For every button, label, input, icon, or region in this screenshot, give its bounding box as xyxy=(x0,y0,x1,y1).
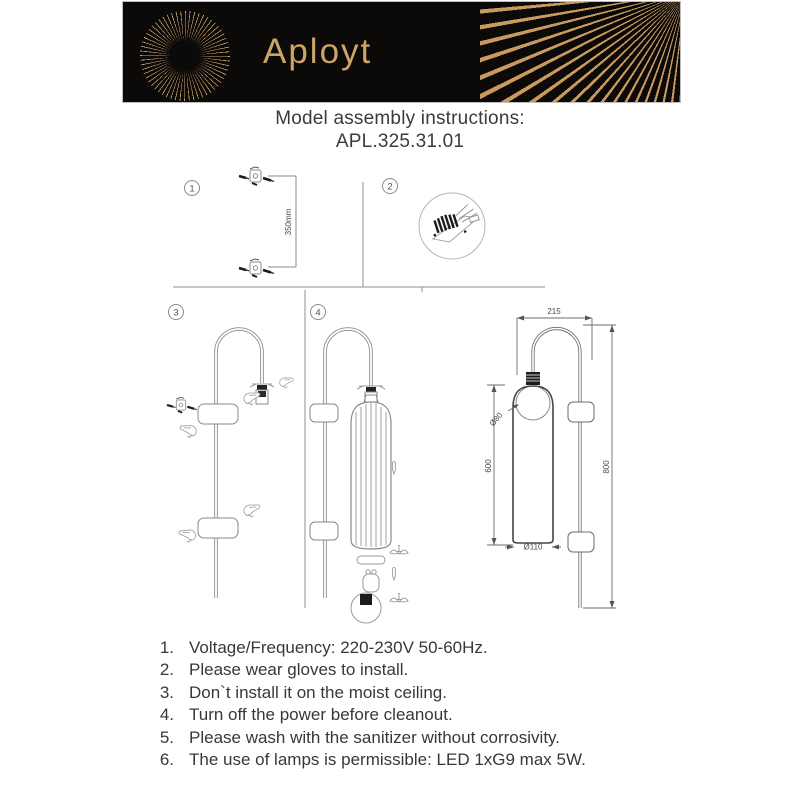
shade-ring xyxy=(357,556,385,564)
item-number: 3. xyxy=(159,682,174,702)
list-item xyxy=(150,704,690,726)
list-item xyxy=(150,659,690,681)
sunburst-logo-center xyxy=(170,41,200,71)
item-number: 2. xyxy=(159,660,174,680)
step-3-panel xyxy=(167,305,295,599)
dimension-215: 215 xyxy=(547,307,561,316)
step-2-panel xyxy=(383,179,486,260)
socket-sketch xyxy=(357,386,385,402)
brand-logo-text: Aployt xyxy=(263,32,373,71)
item-text: Please wear gloves to install. xyxy=(189,660,409,680)
ball-outline xyxy=(516,386,550,420)
item-text: Don`t install it on the moist ceiling. xyxy=(189,682,447,702)
step-3-number: 3 xyxy=(173,307,179,319)
dimension-d110: Ø110 xyxy=(523,542,543,552)
dimension-350mm: 350mm xyxy=(284,208,293,236)
item-number: 4. xyxy=(159,705,174,725)
brand-banner xyxy=(123,2,680,102)
model-number: APL.325.31.01 xyxy=(335,131,465,152)
list-item xyxy=(150,727,690,749)
item-number: 6. xyxy=(159,750,174,770)
step-4-panel xyxy=(310,305,408,624)
fluted-shade xyxy=(351,395,391,549)
dimension-d80: Ø80 xyxy=(487,410,505,429)
item-number: 1. xyxy=(159,638,174,657)
dimension-800: 800 xyxy=(602,460,611,474)
socket-hatched xyxy=(526,372,540,385)
title-block xyxy=(0,107,800,153)
item-text: Turn off the power before cleanout. xyxy=(189,705,453,725)
corner-rays-icon xyxy=(480,2,680,102)
step-1-panel xyxy=(185,167,297,277)
list-item xyxy=(150,682,690,704)
item-number: 5. xyxy=(159,727,174,747)
step-2-number: 2 xyxy=(387,181,393,193)
instructions-list xyxy=(150,637,690,771)
item-text: Please wash with the sanitizer without corrosivity. xyxy=(189,727,561,747)
list-item xyxy=(150,637,690,659)
shade-outline xyxy=(513,386,553,543)
glass-ball xyxy=(351,593,381,623)
page-title: Model assembly instructions: xyxy=(275,108,525,129)
item-text: The use of lamps is permissible: LED 1xG9 max 5W. xyxy=(189,750,586,770)
item-text: Voltage/Frequency: 220-230V 50-60Hz. xyxy=(189,638,488,657)
step-1-number: 1 xyxy=(189,183,195,195)
dimension-drawing xyxy=(484,307,616,608)
dimension-600: 600 xyxy=(484,459,493,473)
g9-bulb xyxy=(363,570,379,592)
step-4-number: 4 xyxy=(315,307,321,319)
list-item xyxy=(150,749,690,771)
assembly-diagram xyxy=(140,155,660,635)
